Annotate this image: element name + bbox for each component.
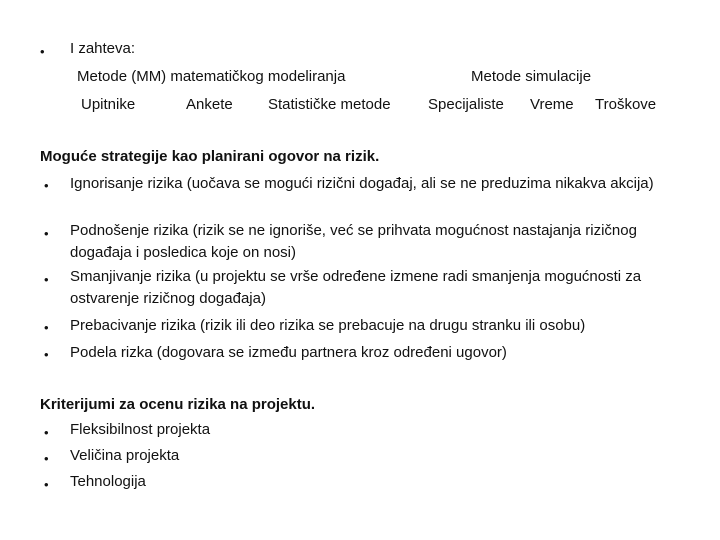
sub-item-statisticke-metode: Statističke metode bbox=[268, 96, 391, 113]
bullet-marker: • bbox=[44, 477, 49, 492]
bullet-marker: • bbox=[44, 320, 49, 335]
criteria-item: Veličina projekta bbox=[70, 447, 180, 464]
strategy-item: Smanjivanje rizika (u projektu se vrše određene izmene radi smanjenja mogućnosti za ostvarenje rizičnog događaja) bbox=[70, 268, 642, 307]
bullet-marker: • bbox=[44, 347, 49, 362]
strategy-item: Podnošenje rizika (rizik se ne ignoriše, već se prihvata mogućnost nastajanja rizičnog događaja i posledica koje on nosi) bbox=[70, 222, 637, 261]
criteria-heading: Kriterijumi za ocenu rizika na projektu. bbox=[40, 396, 316, 413]
bullet-marker: • bbox=[44, 226, 49, 241]
sub-item-specijaliste: Specijaliste bbox=[428, 96, 504, 113]
methods-mm-heading: Metode (MM) matematičkog modeliranja bbox=[77, 68, 346, 85]
sub-item-upitnike: Upitnike bbox=[81, 96, 136, 113]
intro-text: I zahteva: bbox=[70, 40, 136, 57]
bullet-marker: • bbox=[44, 272, 49, 287]
bullet-marker: • bbox=[44, 425, 49, 440]
sub-item-ankete: Ankete bbox=[186, 96, 233, 113]
sub-item-vreme: Vreme bbox=[530, 96, 574, 113]
bullet-marker: • bbox=[44, 451, 49, 466]
sub-item-troskove: Troškove bbox=[595, 96, 657, 113]
bullet-marker: • bbox=[44, 178, 49, 193]
strategy-item: Podela rizka (dogovara se između partnera kroz određeni ugovor) bbox=[70, 344, 507, 361]
strategy-item: Ignorisanje rizika (uočava se mogući rizični događaj, ali se ne preduzima nikakva akcija) bbox=[70, 175, 654, 192]
criteria-item: Fleksibilnost projekta bbox=[70, 421, 211, 438]
strategy-item: Prebacivanje rizika (rizik ili deo rizika se prebacuje na drugu stranku ili osobu) bbox=[70, 317, 586, 334]
criteria-item: Tehnologija bbox=[70, 473, 146, 490]
strategies-heading: Moguće strategije kao planirani ogovor na rizik. bbox=[40, 148, 380, 165]
bullet-marker: • bbox=[40, 44, 45, 59]
simulation-methods-heading: Metode simulacije bbox=[471, 68, 592, 85]
